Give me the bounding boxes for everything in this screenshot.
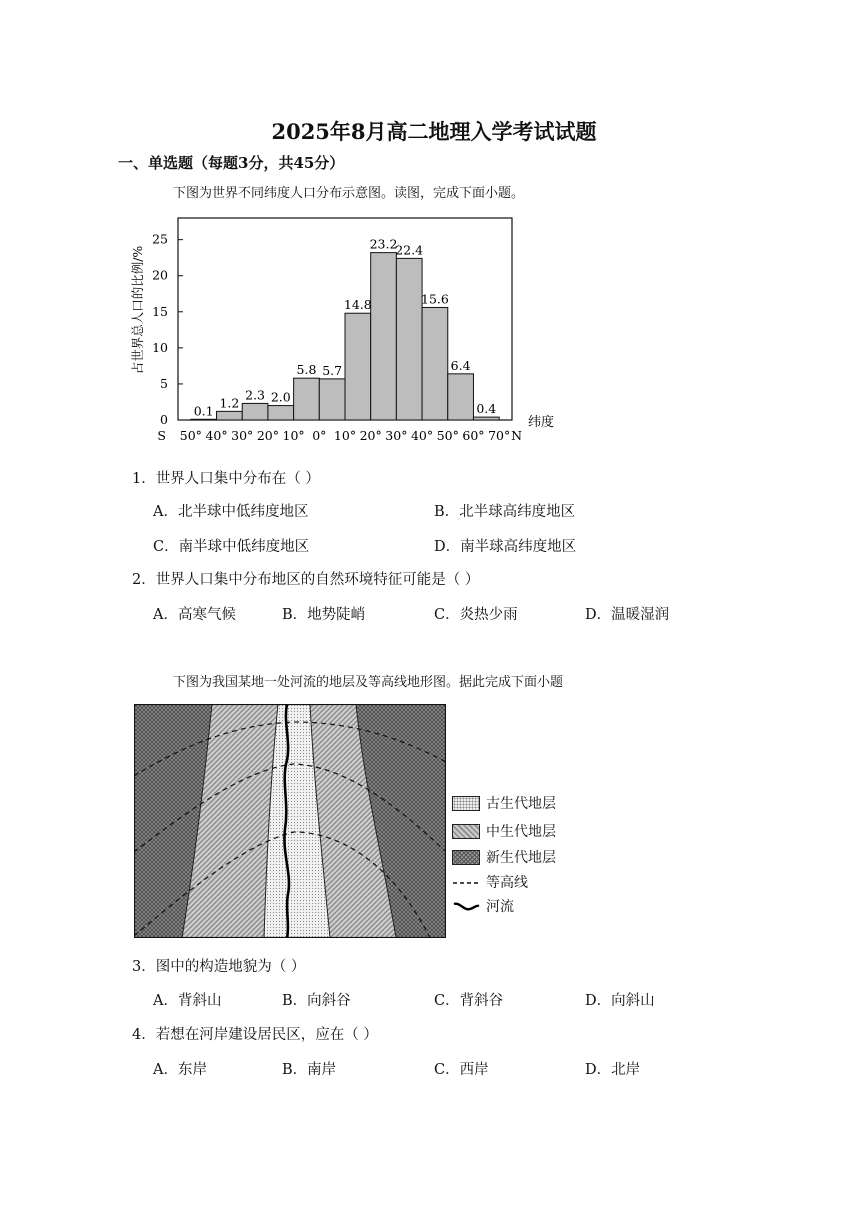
legend-item-mesozoic: 中生代地层 [452, 821, 556, 841]
paleozoic-swatch-icon [452, 796, 480, 811]
question-4-option-b[interactable]: B．南岸 [282, 1062, 337, 1078]
question-3-option-b[interactable]: B．向斜谷 [282, 993, 351, 1009]
x-tick-label: 20° [359, 428, 382, 443]
y-tick-label: 25 [152, 231, 168, 247]
y-tick-label: 5 [160, 375, 168, 391]
section-heading: 一、单选题（每题3分，共45分） [118, 154, 345, 172]
question-2-option-c[interactable]: C．炎热少雨 [434, 607, 518, 623]
question-3-option-c[interactable]: C．背斜谷 [434, 993, 504, 1009]
x-tick-label: 0° [312, 428, 327, 443]
legend-item-contour: 等高线 [452, 872, 528, 892]
bar-value-label: 0.1 [193, 403, 214, 419]
bar-value-label: 6.4 [450, 357, 471, 373]
question-2-option-a[interactable]: A．高寒气候 [153, 607, 236, 623]
question-3-stem: 3．图中的构造地貌为（ ） [132, 959, 306, 975]
legend-item-paleozoic: 古生代地层 [452, 793, 556, 813]
bar-value-label: 22.4 [395, 242, 424, 258]
x-tick-label: 30° [231, 428, 254, 443]
legend-item-cenozoic: 新生代地层 [452, 847, 556, 867]
x-tick-label: 10° [333, 428, 357, 443]
x-tick-label: 50° [436, 428, 459, 443]
y-tick-label: 15 [152, 303, 168, 319]
question-1-option-a[interactable]: A．北半球中低纬度地区 [153, 504, 309, 520]
intro-text-2: 下图为我国某地一处河流的地层及等高线地形图。据此完成下面小题 [173, 675, 564, 690]
bar-value-label: 2.0 [270, 389, 291, 405]
question-4-option-c[interactable]: C．西岸 [434, 1062, 489, 1078]
x-start-label: S [157, 428, 166, 443]
x-axis-label: 纬度 [528, 415, 555, 430]
x-tick-label: 60° [462, 428, 485, 443]
question-1-stem: 1．世界人口集中分布在（ ） [132, 471, 320, 487]
bar-value-label: 5.7 [322, 362, 343, 378]
chart-bar [294, 378, 320, 420]
question-4-option-a[interactable]: A．东岸 [153, 1062, 207, 1078]
question-2-option-d[interactable]: D．温暖湿润 [585, 607, 670, 623]
dashed-line-icon [452, 875, 480, 890]
question-2-stem: 2．世界人口集中分布地区的自然环境特征可能是（ ） [132, 572, 480, 588]
x-tick-label: 20° [256, 428, 280, 443]
x-end-label: N [511, 428, 523, 443]
bar-value-label: 15.6 [421, 291, 449, 307]
question-2-option-b[interactable]: B．地势陡峭 [282, 607, 366, 623]
legend-item-river: 河流 [452, 896, 514, 916]
chart-bar [191, 419, 217, 420]
x-tick-label: 70° [488, 428, 511, 443]
x-tick-label: 10° [282, 428, 305, 443]
x-tick-label: 30° [385, 428, 408, 443]
intro-text-1: 下图为世界不同纬度人口分布示意图。读图，完成下面小题。 [173, 186, 525, 201]
chart-bar [242, 403, 268, 420]
chart-bar [396, 258, 422, 420]
chart-bar [268, 406, 294, 420]
population-latitude-chart [128, 210, 568, 450]
x-tick-label: 40° [410, 428, 434, 443]
question-3-option-a[interactable]: A．背斜山 [153, 993, 222, 1009]
chart-bar [371, 253, 397, 420]
page-title: 2025年8月高二地理入学考试试题 [271, 119, 597, 144]
y-tick-label: 0 [160, 412, 168, 427]
bar-value-label: 0.4 [476, 401, 497, 417]
chart-bar [319, 379, 345, 420]
y-axis-label: 占世界总人口的比例/% [130, 245, 145, 375]
chart-bar [448, 374, 474, 420]
chart-bar [422, 307, 448, 420]
question-1-option-c[interactable]: C．南半球中低纬度地区 [153, 539, 310, 555]
chart-bar [217, 411, 243, 420]
y-tick-label: 10 [152, 339, 168, 355]
bar-value-label: 23.2 [369, 236, 398, 252]
question-1-option-b[interactable]: B．北半球高纬度地区 [434, 504, 576, 520]
cenozoic-swatch-icon [452, 850, 480, 865]
chart-bar [473, 417, 499, 420]
question-1-option-d[interactable]: D．南半球高纬度地区 [434, 539, 577, 555]
question-4-stem: 4．若想在河岸建设居民区，应在（ ） [132, 1027, 378, 1043]
question-4-option-d[interactable]: D．北岸 [585, 1062, 641, 1078]
mesozoic-swatch-icon [452, 824, 480, 839]
bar-value-label: 14.8 [343, 297, 372, 313]
y-tick-label: 20 [152, 267, 168, 283]
bar-value-label: 1.2 [219, 395, 240, 411]
question-3-option-d[interactable]: D．向斜山 [585, 993, 655, 1009]
x-tick-label: 50° [179, 428, 202, 443]
chart-bar [345, 313, 371, 420]
bar-value-label: 2.3 [245, 387, 266, 403]
bar-value-label: 5.8 [296, 362, 317, 378]
river-line-icon [452, 899, 480, 914]
geologic-contour-map [134, 704, 446, 938]
x-tick-label: 40° [205, 428, 228, 443]
